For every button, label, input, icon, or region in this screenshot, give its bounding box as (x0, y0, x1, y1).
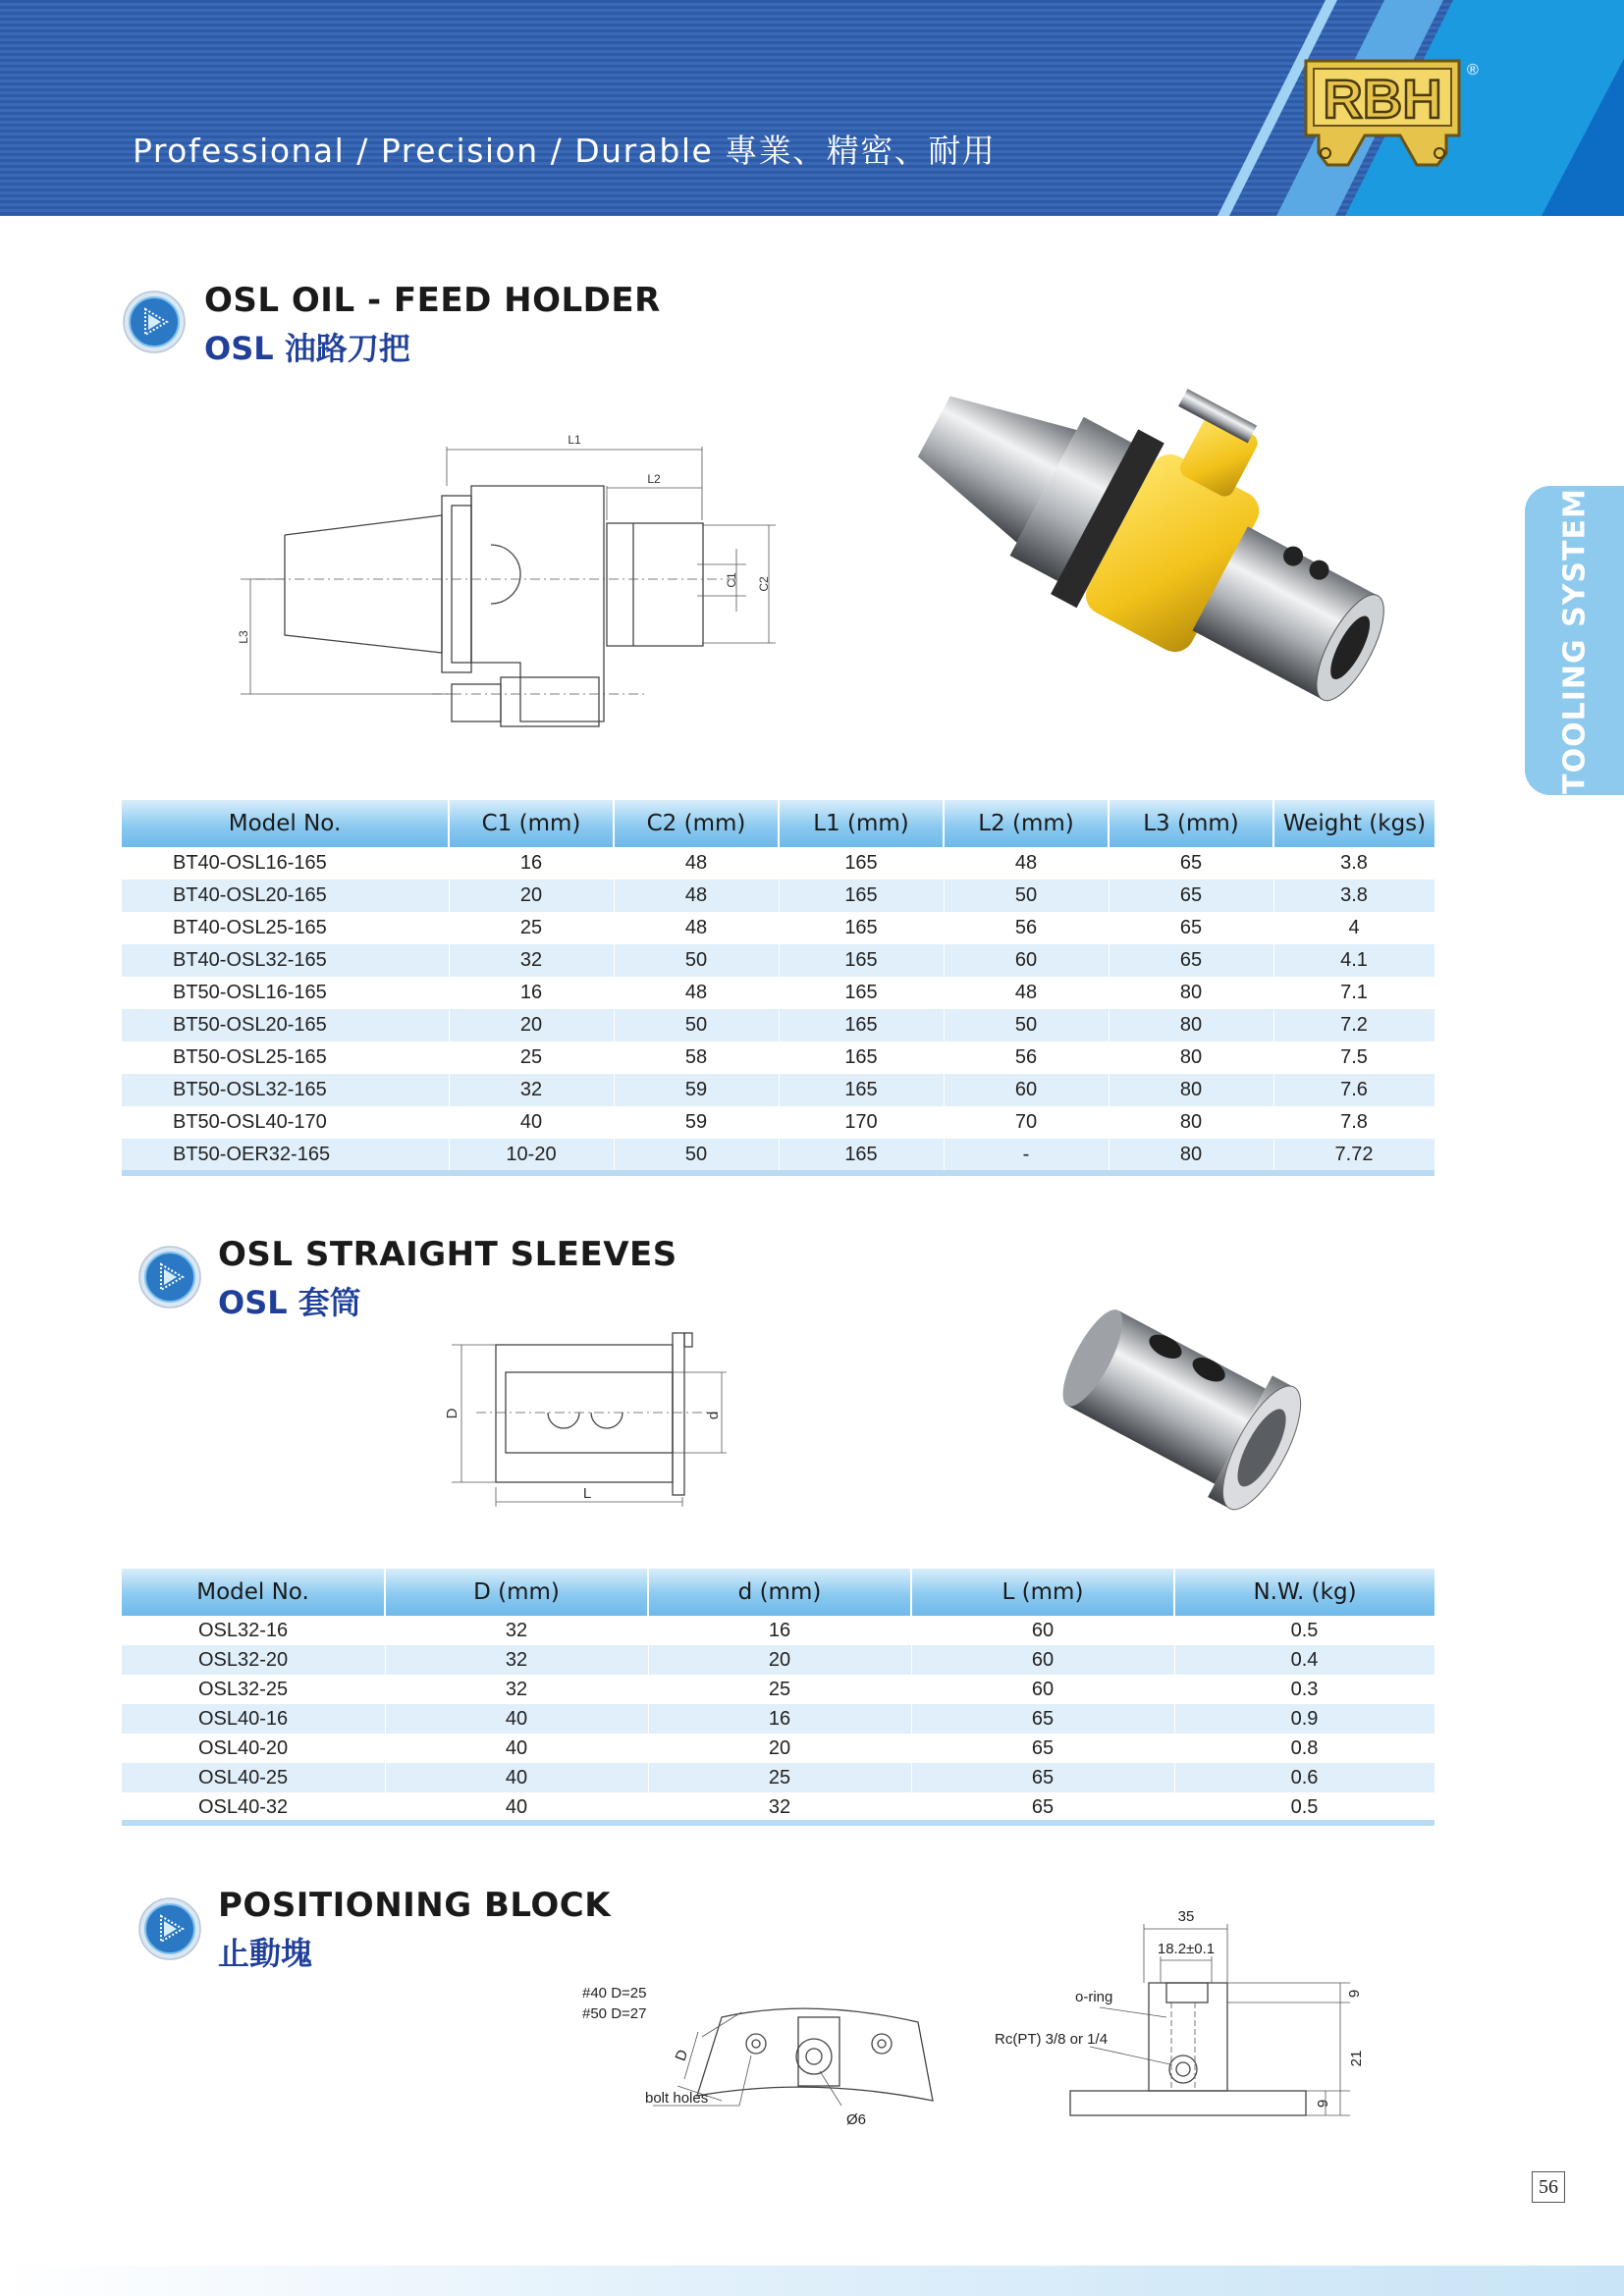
value-cell: 7.72 (1273, 1139, 1435, 1171)
value-cell: 0.9 (1174, 1704, 1435, 1734)
column-header: Model No. (122, 1569, 385, 1616)
value-cell: 7.1 (1273, 977, 1435, 1009)
positioning-block-top-drawing (574, 1973, 938, 2169)
value-cell: 25 (648, 1763, 911, 1792)
table-row (122, 1616, 1435, 1645)
value-cell: 165 (779, 1074, 944, 1106)
model-cell: BT40-OSL16-165 (122, 847, 449, 880)
straight-sleeve-spec-table (122, 1569, 1435, 1822)
page-header (0, 0, 1624, 216)
value-cell: 65 (911, 1704, 1174, 1734)
value-cell: 58 (614, 1041, 779, 1074)
dim-9-top: 9 (1346, 1989, 1363, 1999)
table-row (122, 1704, 1435, 1734)
label-d-outer: D (444, 1408, 460, 1419)
value-cell: 65 (1109, 880, 1273, 912)
value-cell: 4 (1273, 912, 1435, 944)
table-row (122, 1763, 1435, 1792)
value-cell: 50 (944, 880, 1109, 912)
label-bolt-holes: bolt holes (645, 2090, 709, 2107)
value-cell: 65 (911, 1734, 1174, 1763)
oil-feed-holder-spec-table (122, 800, 1435, 1171)
value-cell: 65 (1109, 944, 1273, 977)
straight-sleeve-photo (1060, 1286, 1316, 1531)
model-cell: BT50-OSL25-165 (122, 1041, 449, 1074)
table-row (122, 1645, 1435, 1675)
table-header-row (122, 800, 1435, 847)
model-cell: OSL32-20 (122, 1645, 385, 1675)
table-row (122, 1009, 1435, 1041)
value-cell: 56 (944, 1041, 1109, 1074)
value-cell: 50 (614, 1009, 779, 1041)
dim-35: 35 (1177, 1908, 1195, 1925)
value-cell: 16 (648, 1616, 911, 1645)
value-cell: 165 (779, 1041, 944, 1074)
value-cell: 80 (1109, 1106, 1273, 1139)
value-cell: 32 (385, 1675, 648, 1704)
value-cell: 80 (1109, 977, 1273, 1009)
table-row (122, 912, 1435, 944)
table-row (122, 1106, 1435, 1139)
model-cell: BT40-OSL32-165 (122, 944, 449, 977)
block-size-line2: #50 D=27 (582, 2005, 647, 2022)
section1-title-zh: OSL 油路刀把 (204, 330, 410, 367)
column-header: C2 (mm) (614, 800, 779, 847)
dim-21: 21 (1348, 2050, 1365, 2067)
value-cell: 48 (944, 847, 1109, 880)
value-cell: 25 (648, 1675, 911, 1704)
value-cell: 4.1 (1273, 944, 1435, 977)
block-size-line1: #40 D=25 (582, 1985, 647, 2002)
value-cell: 16 (449, 847, 614, 880)
value-cell: 0.4 (1174, 1645, 1435, 1675)
column-header: C1 (mm) (449, 800, 614, 847)
value-cell: 40 (385, 1792, 648, 1822)
model-cell: BT50-OSL20-165 (122, 1009, 449, 1041)
table-row (122, 1074, 1435, 1106)
table-bottom-rule (122, 1820, 1435, 1826)
footer-bar (0, 2266, 1624, 2296)
value-cell: 3.8 (1273, 847, 1435, 880)
value-cell: 65 (911, 1763, 1174, 1792)
model-cell: OSL32-16 (122, 1616, 385, 1645)
value-cell: 0.5 (1174, 1792, 1435, 1822)
label-l2: L2 (647, 472, 661, 486)
value-cell: 32 (385, 1616, 648, 1645)
table-row (122, 1792, 1435, 1822)
section3-title: POSITIONING BLOCK (218, 1886, 612, 1925)
value-cell: 32 (385, 1645, 648, 1675)
value-cell: 48 (614, 912, 779, 944)
value-cell: 165 (779, 977, 944, 1009)
value-cell: 40 (385, 1763, 648, 1792)
dim-18: 18.2±0.1 (1157, 1941, 1216, 1957)
value-cell: - (944, 1139, 1109, 1171)
model-cell: BT50-OSL32-165 (122, 1074, 449, 1106)
model-cell: OSL40-16 (122, 1704, 385, 1734)
value-cell: 60 (944, 1074, 1109, 1106)
value-cell: 7.8 (1273, 1106, 1435, 1139)
model-cell: BT40-OSL25-165 (122, 912, 449, 944)
column-header: L2 (mm) (944, 800, 1109, 847)
value-cell: 32 (648, 1792, 911, 1822)
column-header: D (mm) (385, 1569, 648, 1616)
side-tab-label: TOOLING SYSTEM (1557, 487, 1592, 794)
model-cell: BT50-OSL16-165 (122, 977, 449, 1009)
column-header: L1 (mm) (779, 800, 944, 847)
positioning-block-side-drawing (992, 1899, 1365, 2125)
value-cell: 32 (449, 944, 614, 977)
value-cell: 16 (648, 1704, 911, 1734)
registered-mark: ® (1467, 62, 1479, 79)
straight-sleeve-drawing (432, 1325, 736, 1512)
value-cell: 65 (1109, 912, 1273, 944)
value-cell: 0.8 (1174, 1734, 1435, 1763)
oil-feed-holder-photo (889, 368, 1409, 741)
value-cell: 7.2 (1273, 1009, 1435, 1041)
section1-title: OSL OIL - FEED HOLDER (204, 281, 661, 320)
section2-title-zh: OSL 套筒 (218, 1284, 361, 1321)
table-row (122, 847, 1435, 880)
value-cell: 60 (944, 944, 1109, 977)
model-cell: OSL40-32 (122, 1792, 385, 1822)
logo-text: RBH (1323, 68, 1442, 130)
column-header: L3 (mm) (1109, 800, 1273, 847)
label-l: L (582, 1485, 592, 1502)
value-cell: 25 (449, 1041, 614, 1074)
column-header: N.W. (kg) (1174, 1569, 1435, 1616)
value-cell: 7.6 (1273, 1074, 1435, 1106)
label-d-inner: d (705, 1411, 722, 1420)
table-row (122, 1675, 1435, 1704)
model-cell: OSL32-25 (122, 1675, 385, 1704)
section2-title: OSL STRAIGHT SLEEVES (218, 1235, 677, 1274)
value-cell: 80 (1109, 1041, 1273, 1074)
table-row (122, 880, 1435, 912)
table-row (122, 1139, 1435, 1171)
header-tagline: Professional / Precision / Durable 專業、精密、耐用 (133, 132, 997, 170)
rbh-logo (1294, 59, 1481, 172)
table-header-row (122, 1569, 1435, 1616)
table-bottom-rule (122, 1170, 1435, 1176)
label-l1: L1 (568, 433, 581, 447)
value-cell: 70 (944, 1106, 1109, 1139)
label-rc-thread: Rc(PT) 3/8 or 1/4 (995, 2031, 1109, 2048)
value-cell: 59 (614, 1106, 779, 1139)
label-hole-diameter: Ø6 (846, 2111, 867, 2128)
value-cell: 80 (1109, 1139, 1273, 1171)
column-header: Weight (kgs) (1273, 800, 1435, 847)
side-tab (1525, 486, 1624, 795)
value-cell: 20 (648, 1645, 911, 1675)
value-cell: 165 (779, 1009, 944, 1041)
value-cell: 3.8 (1273, 880, 1435, 912)
column-header: Model No. (122, 800, 449, 847)
value-cell: 165 (779, 847, 944, 880)
value-cell: 16 (449, 977, 614, 1009)
table-row (122, 977, 1435, 1009)
label-d: D (672, 2047, 692, 2063)
value-cell: 40 (449, 1106, 614, 1139)
section-bullet-icon (137, 1896, 202, 1961)
value-cell: 65 (1109, 847, 1273, 880)
model-cell: BT50-OSL40-170 (122, 1106, 449, 1139)
value-cell: 60 (911, 1675, 1174, 1704)
table-row (122, 1041, 1435, 1074)
label-c1: C1 (725, 572, 738, 588)
value-cell: 40 (385, 1734, 648, 1763)
label-c2: C2 (757, 576, 771, 592)
value-cell: 80 (1109, 1074, 1273, 1106)
value-cell: 40 (385, 1704, 648, 1734)
value-cell: 0.3 (1174, 1675, 1435, 1704)
value-cell: 65 (911, 1792, 1174, 1822)
value-cell: 60 (911, 1645, 1174, 1675)
value-cell: 48 (614, 977, 779, 1009)
table-row (122, 1734, 1435, 1763)
value-cell: 165 (779, 1139, 944, 1171)
value-cell: 25 (449, 912, 614, 944)
value-cell: 170 (779, 1106, 944, 1139)
dim-9-bottom: 9 (1315, 2099, 1331, 2109)
value-cell: 165 (779, 944, 944, 977)
model-cell: BT50-OER32-165 (122, 1139, 449, 1171)
column-header: d (mm) (648, 1569, 911, 1616)
model-cell: BT40-OSL20-165 (122, 880, 449, 912)
model-cell: OSL40-20 (122, 1734, 385, 1763)
column-header: L (mm) (911, 1569, 1174, 1616)
value-cell: 32 (449, 1074, 614, 1106)
value-cell: 7.5 (1273, 1041, 1435, 1074)
page-number: 56 (1532, 2171, 1565, 2203)
section-bullet-icon (137, 1245, 202, 1309)
value-cell: 50 (944, 1009, 1109, 1041)
value-cell: 59 (614, 1074, 779, 1106)
value-cell: 56 (944, 912, 1109, 944)
section-bullet-icon (122, 290, 187, 354)
label-l3: L3 (237, 630, 250, 644)
label-oring: o-ring (1075, 1989, 1113, 2005)
value-cell: 0.5 (1174, 1616, 1435, 1645)
value-cell: 10-20 (449, 1139, 614, 1171)
value-cell: 48 (614, 880, 779, 912)
value-cell: 50 (614, 944, 779, 977)
value-cell: 165 (779, 880, 944, 912)
table-row (122, 944, 1435, 977)
value-cell: 48 (614, 847, 779, 880)
section3-title-zh: 止動塊 (218, 1935, 313, 1972)
value-cell: 20 (648, 1734, 911, 1763)
value-cell: 50 (614, 1139, 779, 1171)
value-cell: 80 (1109, 1009, 1273, 1041)
value-cell: 20 (449, 1009, 614, 1041)
oil-feed-holder-drawing (226, 427, 785, 741)
value-cell: 20 (449, 880, 614, 912)
value-cell: 60 (911, 1616, 1174, 1645)
value-cell: 165 (779, 912, 944, 944)
model-cell: OSL40-25 (122, 1763, 385, 1792)
value-cell: 48 (944, 977, 1109, 1009)
value-cell: 0.6 (1174, 1763, 1435, 1792)
